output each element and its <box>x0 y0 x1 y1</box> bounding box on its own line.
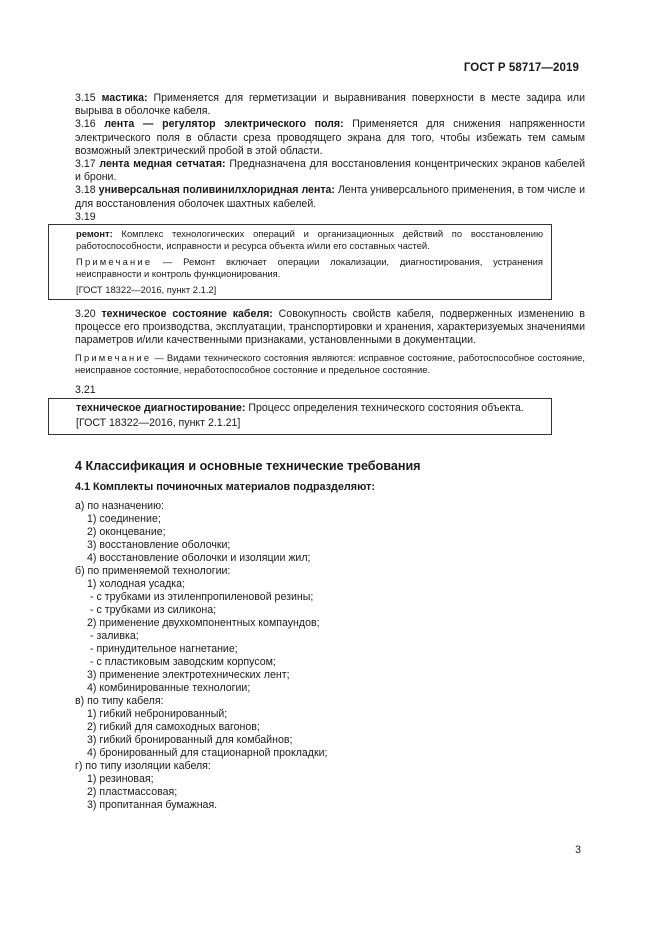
term-3-21 <box>76 402 543 416</box>
term-3-15: 3.15 мастика: Применяется для герметизации и выравнивания поверхности в месте задира или вырыва в оболочке кабеля. <box>75 92 586 118</box>
term-3-19-box <box>48 224 552 300</box>
classification-list <box>75 500 585 812</box>
list-item: 4) бронированный для стационарной прокладки; <box>87 747 328 760</box>
page-content <box>75 92 585 812</box>
term-name: мастика: <box>101 92 148 104</box>
term-definition: Применяется для снижения напряженности электрического поля в области среза проводящего экрана для того, чтобы избежать тем самым возможный электрический пробой в этой области. <box>75 118 585 157</box>
list-item: 4) комбинированные технологии; <box>87 682 251 695</box>
note-label: Примечание <box>76 255 153 267</box>
term-definition: Предназначена для восстановления концентрических экранов кабелей и брони. <box>75 158 586 184</box>
list-item: 1) гибкий небронированный; <box>87 708 228 721</box>
list-item: 3) гибкий бронированный для комбайнов; <box>87 734 293 747</box>
list-item: - с пластиковым заводским корпусом; <box>90 656 276 669</box>
list-item: г) по типу изоляции кабеля: <box>75 760 211 773</box>
term-definition: Процесс определения технического состояния объекта. <box>248 401 524 414</box>
list-item: 2) гибкий для самоходных вагонов; <box>87 721 260 734</box>
list-item: 2) оконцевание; <box>87 526 166 539</box>
list-item: 1) холодная усадка; <box>87 578 186 591</box>
term-name: универсальная поливинилхлоридная лента: <box>98 184 335 197</box>
term-3-16: 3.16 лента — регулятор электрического поля: Применяется для снижения напряженности электрического поля в области среза проводящего экрана для того, чтобы избежать тем самым возможный электрический пробой в этой области. <box>75 118 585 157</box>
term-3-20: 3.20 техническое состояние кабеля: Совокупность свойств кабеля, подверженных изменению в процессе его производства, эксплуатации, транспортировки и хранения, характеризуемых значениями параметров и/или качественными признаками, установленными в документации. <box>75 308 586 347</box>
term-definition: Применяется для герметизации и выравнивания поверхности в месте задира или вырыва в оболочке кабеля. <box>75 92 586 118</box>
term-3-19-note <box>76 256 543 281</box>
term-3-18: 3.18 универсальная поливинилхлоридная лента: Лента универсального применения, в том числе и для восстановления оболочек шахтных кабелей. <box>75 184 585 210</box>
term-3-19 <box>76 228 543 253</box>
term-name: техническое состояние кабеля: <box>101 308 273 321</box>
term-name: лента медная сетчатая: <box>99 158 226 171</box>
list-item: 3) восстановление оболочки; <box>87 539 231 552</box>
list-item: б) по применяемой технологии: <box>75 565 231 578</box>
document-header: ГОСТ Р 58717—2019 <box>463 62 579 74</box>
term-definition: Совокупность свойств кабеля, подверженных изменению в процессе его производства, эксплуатации, транспортировки и хранения, характеризуемых значениями параметров и/или качественными признаками, установленными в документации. <box>75 308 586 347</box>
page-number: 3 <box>575 844 581 856</box>
term-3-21-reference: [ГОСТ 18322—2016, пункт 2.1.21] <box>76 417 241 430</box>
list-item: 3) пропитанная бумажная. <box>87 799 218 812</box>
term-3-19-reference: [ГОСТ 18322—2016, пункт 2.1.2] <box>76 283 217 295</box>
term-3-20-note <box>75 352 585 377</box>
list-item: 1) соединение; <box>87 513 161 526</box>
note-text: — Видами технического состояния являются: исправное состояние, работоспособное состояние, неисправное состояние, неработоспособное состояние и предельное состояние. <box>75 351 586 376</box>
list-item: 3) применение электротехнических лент; <box>87 669 290 682</box>
list-item: 4) восстановление оболочки и изоляции жил; <box>87 552 311 565</box>
note-text: — Ремонт включает операции локализации, диагностирования, устранения неисправности и контроль функционирования. <box>76 255 544 280</box>
list-item: 2) пластмассовая; <box>87 786 178 799</box>
term-3-17: 3.17 лента медная сетчатая: Предназначена для восстановления концентрических экранов кабелей и брони. <box>75 158 586 184</box>
list-item: 1) резиновая; <box>87 773 154 786</box>
list-item: 2) применение двухкомпонентных компаундов; <box>87 617 320 630</box>
list-item: в) по типу кабеля: <box>75 695 164 708</box>
subsection-4-1-title: 4.1 Комплекты починочных материалов подразделяют: <box>75 481 375 494</box>
term-3-21-box <box>48 398 552 435</box>
note-label: Примечание <box>75 351 152 363</box>
term-name: лента — регулятор электрического поля: <box>104 118 344 131</box>
term-3-21-number: 3.21 <box>75 384 96 397</box>
list-item: а) по назначению: <box>75 500 164 513</box>
list-item: - принудительное нагнетание; <box>90 643 238 656</box>
term-3-19-number: 3.19 <box>75 210 96 223</box>
section-4-title: 4 Классификация и основные технические требования <box>75 458 421 473</box>
list-item: - с трубками из этиленпропиленовой резины; <box>90 591 314 604</box>
term-definition: Комплекс технологических операций и организационных действий по восстановлению работоспособности, исправности и ресурса объекта и/или его составных частей. <box>76 228 543 252</box>
term-name: техническое диагностирование: <box>76 401 246 414</box>
list-item: - с трубками из силикона; <box>90 604 217 617</box>
term-name: ремонт: <box>76 228 113 240</box>
list-item: - заливка; <box>90 630 139 643</box>
term-definition: Лента универсального применения, в том числе и для восстановления оболочек шахтных кабелей. <box>75 184 585 210</box>
